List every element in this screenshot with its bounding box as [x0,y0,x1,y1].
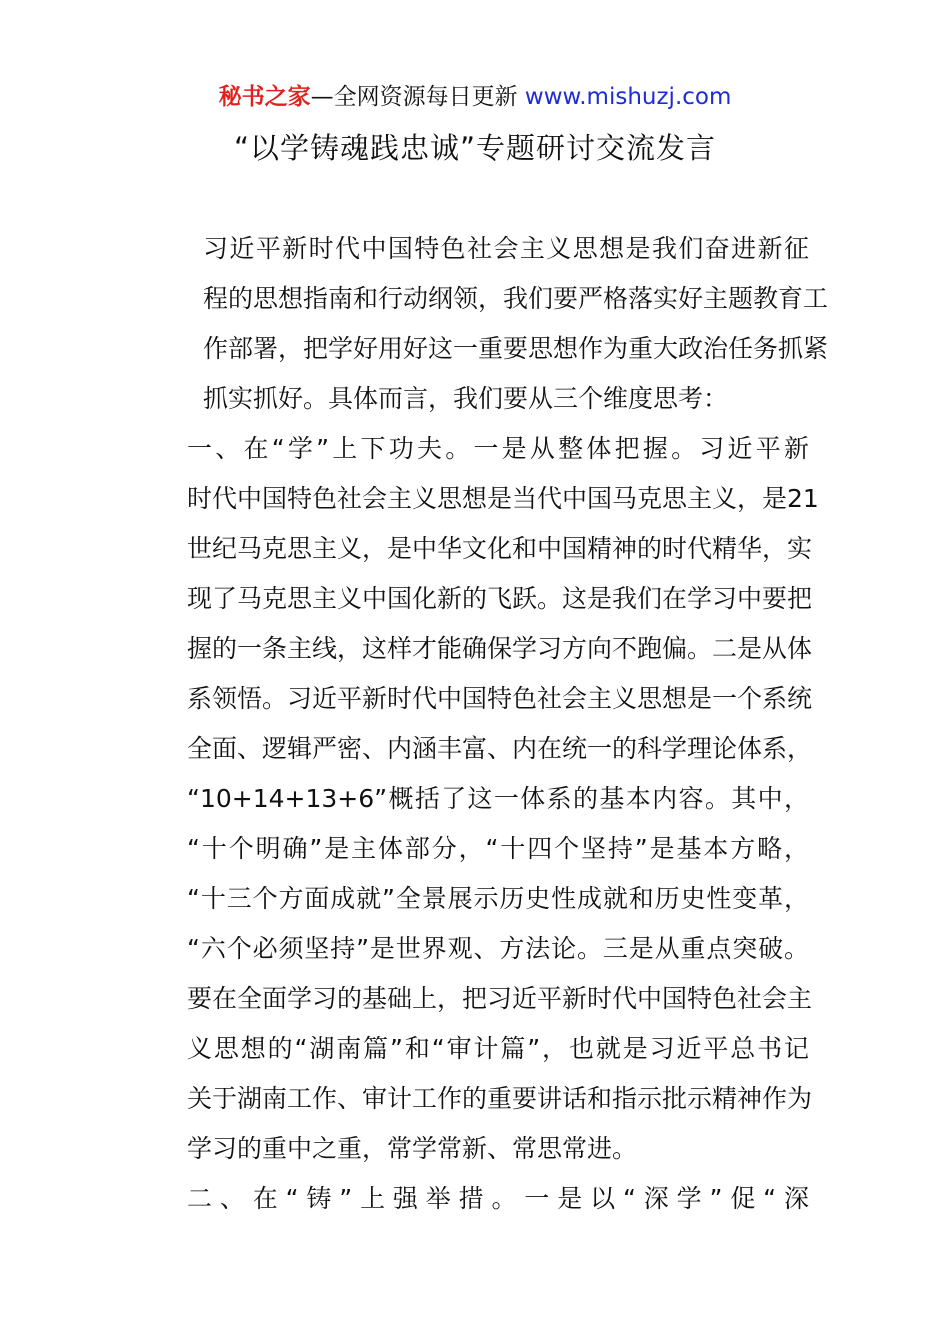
paragraph-intro [143,224,829,424]
site-brand: 秘书之家 [218,84,311,110]
text-line: 握的一条主线，这样才能确保学习方向不跑偏。二是从体 [187,634,813,663]
text-line: 学习的重中之重，常学常新、常思常进。 [187,1134,638,1163]
text-line: 习近平新时代中国特色社会主义思想是我们奋进新征 [203,234,809,263]
text-line: 系领悟。习近平新时代中国特色社会主义思想是一个系统 [187,684,813,713]
document-body [143,224,829,1224]
paragraph-section-2 [143,1174,809,1224]
text-line: 要在全面学习的基础上，把习近平新时代中国特色社会主 [187,984,813,1013]
text-line: 关于湖南工作、审计工作的重要讲话和指示批示精神作为 [187,1084,813,1113]
site-url-link[interactable]: www.mishuzj.com [524,84,732,110]
site-tagline: —全网资源每日更新 [310,84,518,110]
text-line: 现了马克思主义中国化新的飞跃。这是我们在学习中要把 [187,584,813,613]
text-line: 一、在“学”上下功夫。一是从整体把握。习近平新 [187,434,809,463]
text-line: “10+14+13+6”概括了这一体系的基本内容。其中， [187,784,809,813]
text-line: 程的思想指南和行动纲领，我们要严格落实好主题教育工 [203,284,829,313]
text-line: “十个明确”是主体部分，“十四个坚持”是基本方略， [187,834,809,863]
text-line: 抓实抓好。具体而言，我们要从三个维度思考： [203,384,729,413]
paragraph-section-1 [143,424,819,1174]
text-line: 义思想的“湖南篇”和“审计篇”，也就是习近平总书记 [187,1034,809,1063]
text-line: 二、在“铸”上强举措。一是以“深学”促“深 [187,1184,809,1213]
text-line: “六个必须坚持”是世界观、方法论。三是从重点突破。 [187,934,809,963]
text-line: 作部署，把学好用好这一重要思想作为重大政治任务抓紧 [203,334,829,363]
document-title: “以学铸魂践忠诚”专题研讨交流发言 [233,131,717,165]
text-line: 全面、逻辑严密、内涵丰富、内在统一的科学理论体系， [187,734,813,763]
text-line: 时代中国特色社会主义思想是当代中国马克思主义，是21 [187,484,819,513]
site-header [0,80,950,114]
text-line: 世纪马克思主义，是中华文化和中国精神的时代精华，实 [187,534,813,563]
text-line: “十三个方面成就”全景展示历史性成就和历史性变革， [187,884,809,913]
